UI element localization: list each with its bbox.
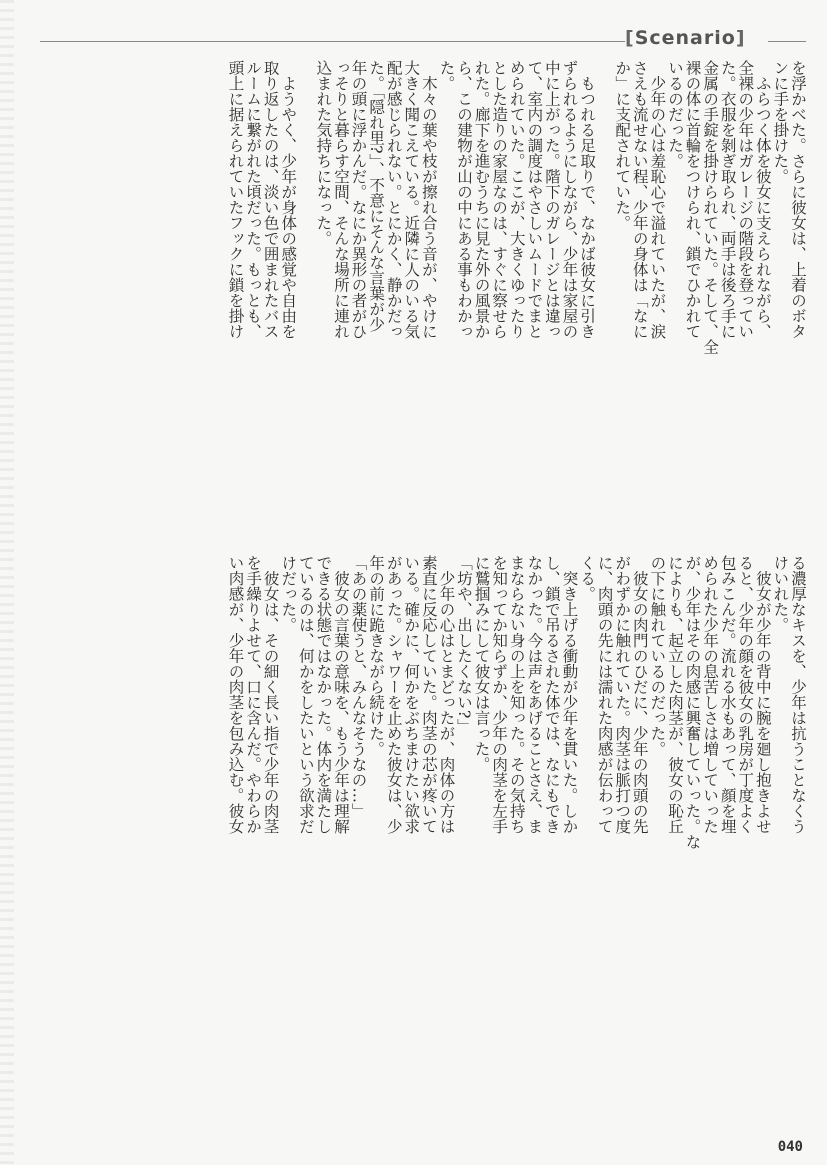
- text-column: められていた。ここが、大きくゆったり: [507, 60, 526, 339]
- text-column: て、室内の調度はやさしいムードでまと: [525, 60, 544, 339]
- top-text-block: [225, 60, 805, 520]
- text-column: ようやく、少年が身体の感覚や自由を: [279, 60, 298, 339]
- text-column: っそりと暮らす空間、そんな場所に連れ: [331, 60, 350, 339]
- text-column: 少年の心はとまどったが、肉体の方は: [437, 555, 456, 834]
- text-column: 大きく聞こえている。近隣に人のいる気: [402, 60, 421, 339]
- text-column: 込まれた気持ちになった。: [314, 60, 333, 246]
- text-column: た。衣服を剝ぎ取られ、両手は後ろ手に: [718, 60, 737, 339]
- text-column: ずられるようにしながら、少年は家屋の: [560, 60, 579, 339]
- text-column: いるのだった。: [665, 60, 684, 169]
- text-column: に鷲掴みにして彼女は言った。: [472, 555, 491, 772]
- text-column: ると、少年の顔を彼女の乳房が丁度よく: [736, 555, 755, 834]
- text-column: なかった。今は声をあげることさえ、ま: [525, 555, 544, 834]
- text-column: る濃厚なキスを、少年は抗うことなくう: [789, 555, 807, 834]
- page-number: 040: [777, 1139, 803, 1155]
- text-column: 包みこんだ。流れる水もあって、顔を埋: [718, 555, 737, 834]
- text-column: 彼女が少年の背中に腕を廻し抱きよせ: [753, 555, 772, 834]
- header-rule: [40, 41, 625, 42]
- text-column: められた少年の息苦しさは増していった: [701, 555, 720, 834]
- text-column: 年の前に跪きながら続けた。: [367, 555, 386, 757]
- text-column: 突き上げる衝動が少年を貫いた。しか: [560, 555, 579, 834]
- text-column: いる。確かに、何かをぶちまけたい欲求: [402, 555, 421, 834]
- text-column: 彼女の言葉の意味を、もう少年は理解: [331, 555, 350, 834]
- text-column: けだった。: [279, 555, 298, 633]
- text-column: 頭上に据えられていたフックに鎖を掛け: [226, 60, 245, 339]
- text-column: もつれる足取りで、なかば彼女に引き: [578, 60, 597, 339]
- text-column: まならない身の上を知った。その気持ち: [507, 555, 526, 834]
- text-column: 裸の体に首輪をつけられ、鎖でひかれて: [683, 60, 702, 339]
- text-column: けいれた。: [771, 555, 790, 633]
- text-column: ら、この建物が山の中にある事もわかっ: [455, 60, 474, 339]
- text-column: によりも、起立した肉茎が、彼女の恥丘: [665, 555, 684, 834]
- bottom-text-block: [225, 555, 805, 1015]
- text-column: に、肉頭の先には濡れた肉感が伝わって: [595, 555, 614, 834]
- text-column: ンに手を掛けた。: [771, 60, 790, 184]
- text-column: か」に支配されていた。: [613, 60, 632, 231]
- text-column: できる状態ではなかった。体内を満たし: [314, 555, 333, 834]
- binding-edge: [0, 0, 14, 1165]
- text-column: れた。廊下を進むうちに見た外の風景か: [472, 60, 491, 339]
- text-column: ルームに繋がれた頃だった。もっとも、: [244, 60, 263, 339]
- text-column: 中に上がった。階下のガレージとは違っ: [542, 60, 561, 339]
- text-column: があった。シャワーを止めた彼女は、少: [384, 555, 403, 834]
- text-column: 配が感じられない。とにかく、静かだっ: [384, 60, 403, 339]
- text-column: し、鎖で吊るされた体では、なにもでき: [542, 555, 561, 834]
- text-column: を知ってか知らずか、少年の肉茎を左手: [490, 555, 509, 834]
- text-column: 金属の手錠を掛けられていた。そして、全: [701, 60, 720, 355]
- text-column: 少年の心は羞恥心で溢れていたが、涙: [648, 60, 667, 339]
- text-column: を手繰りよせて、口に含んだ。やわらか: [244, 555, 263, 834]
- text-column: さえも流せない程、少年の身体は「なに: [630, 60, 649, 339]
- text-column: 「坊や、出したくない?」: [455, 555, 474, 734]
- text-column: ているのは、何かをしたいという欲求だ: [296, 555, 315, 834]
- text-column: た。: [437, 60, 456, 91]
- text-column: の下に触れているのだった。: [648, 555, 667, 757]
- text-column: い肉感が、少年の肉茎を包み込む。彼女: [226, 555, 245, 834]
- text-column: くる。: [578, 555, 597, 602]
- text-column: た。「隠れ里?」、不意にそんな言葉が少: [367, 60, 386, 332]
- text-column: 年の頭に浮かんだ。なにか異形の者がひ: [349, 60, 368, 339]
- section-title: Scenario: [634, 27, 736, 49]
- text-column: がわずかに触れていた。肉茎は脈打つ度: [613, 555, 632, 834]
- text-column: を浮かべた。さらに彼女は、上着のボタ: [789, 60, 807, 339]
- text-column: 取り返したのは、淡い色で囲まれたバス: [261, 60, 280, 339]
- text-column: ふらつく体を彼女に支えられながら、: [753, 60, 772, 339]
- header-rule-right: [768, 41, 806, 42]
- text-column: 木々の葉や枝が擦れ合う音が、やけに: [419, 60, 438, 339]
- text-column: 彼女は、その細く長い指で少年の肉茎: [261, 555, 280, 834]
- text-column: 全裸の少年はガレージの階段を登ってい: [736, 60, 755, 339]
- section-header: [Scenario]: [625, 27, 746, 49]
- text-column: 「あの薬使うと、みんなそうなの…」: [349, 555, 368, 819]
- text-column: とした造りの家屋なのは、すぐに察せら: [490, 60, 509, 339]
- text-column: が、少年はその肉感に興奮していった。な: [683, 555, 702, 850]
- text-column: 彼女の肉門のひだに、少年の肉頭の先: [630, 555, 649, 834]
- text-column: 素直に反応していた。肉茎の芯が疼いて: [419, 555, 438, 834]
